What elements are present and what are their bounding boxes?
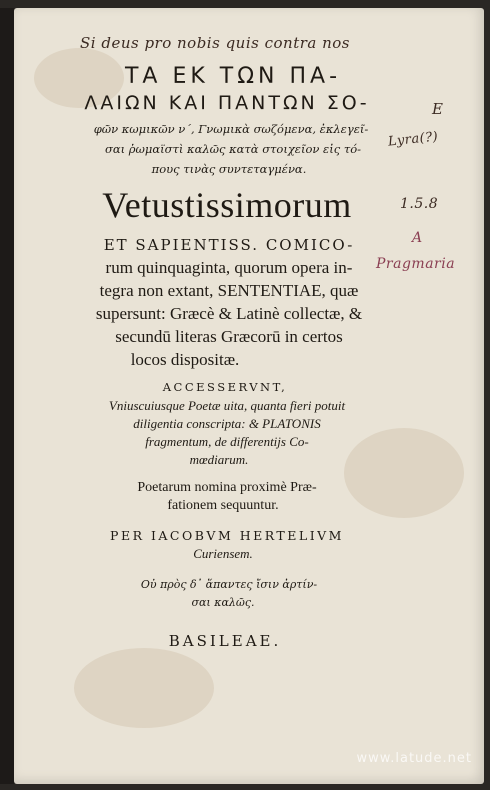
- margin-note: A: [412, 230, 423, 246]
- poets-note: Poetarum nomina proximè Præ-: [137, 480, 317, 495]
- author-origin: Curiensem.: [193, 546, 253, 561]
- poets-note: fationem sequuntur.: [167, 498, 279, 513]
- stain: [74, 648, 214, 728]
- handwritten-motto: Si deus pro nobis quis contra nos: [80, 34, 350, 52]
- margin-note: E: [432, 100, 444, 118]
- greek-motto: σαι καλῶς.: [191, 596, 255, 609]
- imprint-place: BASILEAE.: [168, 632, 282, 650]
- latin-title-line: rum quinquaginta, quorum opera in-: [105, 258, 353, 277]
- greek-title-line: σαι ῥωμαϊστὶ καλῶς κατὰ στοιχεῖον εἰς τό-: [104, 142, 361, 156]
- latin-title-line: tegra non extant, SENTENTIAE, quæ: [99, 281, 359, 300]
- latin-title-main: Vetustissimorum: [102, 185, 352, 225]
- additions-line: Vniuscuiusque Poetæ uita, quanta fieri potuit: [108, 398, 346, 413]
- latin-title-line: supersunt: Græcè & Latinè collectæ, &: [95, 304, 363, 323]
- margin-note: Lyra(?): [387, 129, 439, 150]
- latin-title-line: locos dispositæ.: [130, 350, 240, 369]
- additions-line: mœdiarum.: [189, 452, 249, 467]
- greek-title-line: ΤΑ ΕΚ ΤΩΝ ΠΑ-: [124, 64, 342, 89]
- additions-header: ACCESSERVNT,: [162, 380, 288, 394]
- latin-title-line: ET SAPIENTISS. COMICO-: [103, 236, 355, 254]
- greek-title-line: πους τινὰς συντεταγμένα.: [151, 162, 307, 176]
- additions-line: fragmentum, de differentijs Co-: [145, 434, 309, 449]
- greek-title-line: φῶν κωμικῶν ν΄, Γνωμικὰ σωζόμενα, ἐκλεγεῖ-: [93, 122, 369, 136]
- latin-title-line: secundū literas Græcorū in certos: [115, 327, 343, 346]
- greek-motto: Οὐ πρὸς δ᾽ ἅπαντες ἴσιν ἀρτίν-: [140, 578, 318, 591]
- margin-note: Pragmaria: [376, 256, 456, 272]
- additions-line: diligentia conscripta: & PLATONIS: [133, 416, 321, 431]
- margin-year: 1.5.8: [400, 196, 439, 212]
- greek-title-line: ΛΑΙΩΝ ΚΑΙ ΠΑΝΤΩΝ ΣΟ-: [84, 92, 370, 114]
- author-line: PER IACOBVM HERTELIVM: [110, 528, 344, 543]
- watermark: www.latude.net: [356, 751, 472, 766]
